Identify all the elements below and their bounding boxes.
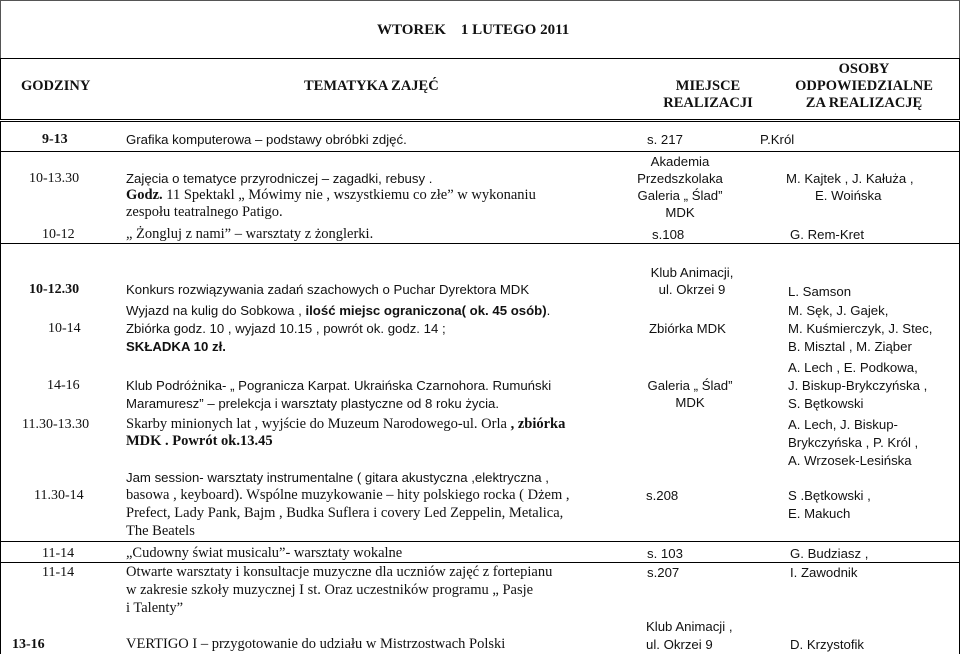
header-tematyka: TEMATYKA ZAJĘĆ <box>304 78 439 94</box>
page-title: WTOREK 1 LUTEGO 2011 <box>377 22 570 38</box>
row10-time: 11-14 <box>42 565 75 580</box>
row5-person-3: B. Misztal , M. Ziąber <box>788 339 912 354</box>
row5-topic-1-pre: Wyjazd na kulig do Sobkowa , <box>126 303 306 318</box>
row5-topic-1 <box>126 302 550 319</box>
row5-person-2: M. Kuśmierczyk, J. Stec, <box>788 321 933 336</box>
row6-place-2: MDK <box>675 395 705 410</box>
row2-time: 10-13.30 <box>29 171 80 186</box>
row2-person-2: E. Woińska <box>815 188 882 203</box>
header-miejsce-2: REALIZACJI <box>663 95 753 111</box>
row10-place: s.207 <box>647 565 680 580</box>
row2-place-2: Przedszkolaka <box>637 171 723 186</box>
row5-person-1: M. Sęk, J. Gajek, <box>788 303 889 318</box>
row3-place: s.108 <box>652 227 685 242</box>
row6-time: 14-16 <box>47 378 80 393</box>
header-godziny: GODZINY <box>21 78 91 94</box>
row2-person-1: M. Kajtek , J. Kałuża , <box>786 171 914 186</box>
row7-person-3: A. Wrzosek-Lesińska <box>788 453 912 468</box>
row11-time: 13-16 <box>12 637 45 652</box>
row3-person: G. Rem-Kret <box>790 227 865 242</box>
row6-topic-2: Maramuresz” – prelekcja i warsztaty plastyczne od 8 roku życia. <box>126 396 500 411</box>
row11-place-2: ul. Okrzei 9 <box>646 637 713 652</box>
row10-topic-1: Otwarte warsztaty i konsultacje muzyczne dla uczniów zajęć z fortepianu <box>126 564 553 580</box>
row6-person-1: A. Lech , E. Podkowa, <box>788 360 918 375</box>
row4-topic: Konkurs rozwiązywania zadań szachowych o Puchar Dyrektora MDK <box>126 282 530 297</box>
row5-topic-2: Zbiórka godz. 10 , wyjazd 10.15 , powrót ok. godz. 14 ; <box>126 321 446 336</box>
row7-topic-1-bold: , zbiórka <box>510 416 566 432</box>
row3-time: 10-12 <box>42 227 75 242</box>
row2-topic-2 <box>126 187 536 204</box>
row8-line <box>0 541 960 542</box>
header-osoby-2: ODPOWIEDZIALNE <box>795 78 933 94</box>
row7-topic-1-pre: Skarby minionych lat , wyjście do Muzeum Narodowego-ul. Orla <box>126 416 511 432</box>
row11-place-1: Klub Animacji , <box>646 619 733 634</box>
row9-time: 11-14 <box>42 546 75 561</box>
header-osoby-3: ZA REALIZACJĘ <box>805 95 923 111</box>
row2-place-3: Galeria „ Ślad” <box>637 188 723 203</box>
row10-person: I. Zawodnik <box>790 565 858 580</box>
row8-person-1: S .Bętkowski , <box>788 488 871 503</box>
row9-line <box>0 562 960 563</box>
row4-place-1: Klub Animacji, <box>650 265 734 280</box>
row2-topic-2-rest: 11 Spektakl „ Mówimy nie , wszystkiemu co złe” w wykonaniu <box>162 187 536 203</box>
row4-time: 10-12.30 <box>29 282 80 297</box>
row2-topic-3: zespołu teatralnego Patigo. <box>126 204 283 220</box>
row6-topic-1: Klub Podróżnika- „ Pogranicza Karpat. Ukraińska Czarnohora. Rumuński <box>126 378 552 393</box>
row1-place: s. 217 <box>647 132 683 147</box>
header-miejsce-1: MIEJSCE <box>675 78 741 94</box>
row7-time: 11.30-13.30 <box>22 417 90 432</box>
row5-topic-3: SKŁADKA 10 zł. <box>126 339 226 354</box>
row11-topic: VERTIGO I – przygotowanie do udziału w Mistrzostwach Polski <box>126 636 506 652</box>
row5-time: 10-14 <box>48 321 81 336</box>
row5-place: Zbiórka MDK <box>649 321 726 336</box>
row1-person: P.Król <box>760 132 795 147</box>
row8-person-2: E. Makuch <box>788 506 851 521</box>
header-osoby-1: OSOBY <box>838 61 890 77</box>
row8-topic-2: basowa , keyboard). Wspólne muzykowanie – hity polskiego rocka ( Dżem , <box>126 487 570 503</box>
row2-topic-2-bold: Godz. <box>126 187 163 203</box>
row6-person-3: S. Bętkowski <box>788 396 864 411</box>
row11-person: D. Krzystofik <box>790 637 865 652</box>
header-divider <box>0 121 960 122</box>
row2-topic-1: Zajęcia o tematyce przyrodniczej – zagadki, rebusy . <box>126 171 433 186</box>
row9-place: s. 103 <box>647 546 683 561</box>
row8-topic-3: Prefect, Lady Pank, Bajm , Budka Suflera i covery Led Zeppelin, Metalica, <box>126 505 564 521</box>
row2-place-1: Akademia <box>650 154 710 169</box>
row1-topic: Grafika komputerowa – podstawy obróbki zdjęć. <box>126 132 407 147</box>
row10-topic-2: w zakresie szkoły muzycznej I st. Oraz uczestników programu „ Pasje <box>126 582 534 598</box>
row9-person: G. Budziasz , <box>790 546 869 561</box>
row8-topic-4: The Beatels <box>126 523 195 539</box>
row10-topic-3: i Talenty” <box>126 600 184 616</box>
row3-topic: „ Żongluj z nami” – warsztaty z żonglerki. <box>126 226 374 242</box>
row1-line <box>0 151 960 152</box>
row9-topic: „Cudowny świat musicalu”- warsztaty wokalne <box>126 545 403 561</box>
row5-topic-1-bold: ilość miejsc ograniczona( ok. 45 osób) <box>305 303 547 318</box>
row4-place-2: ul. Okrzei 9 <box>658 282 726 297</box>
row6-place-1: Galeria „ Ślad” <box>647 378 733 393</box>
row7-topic-2: MDK . Powrót ok.13.45 <box>126 433 273 449</box>
table-left-border <box>0 121 1 654</box>
row7-person-1: A. Lech, J. Biskup- <box>788 417 898 432</box>
row3-line <box>0 243 960 244</box>
row7-person-2: Brykczyńska , P. Król , <box>788 435 919 450</box>
row8-topic-1: Jam session- warsztaty instrumentalne ( gitara akustyczna ,elektryczna , <box>126 470 549 485</box>
row6-person-2: J. Biskup-Brykczyńska , <box>788 378 928 393</box>
row1-time: 9-13 <box>42 132 68 147</box>
row7-topic-1 <box>126 416 565 433</box>
row2-place-4: MDK <box>665 205 695 220</box>
row8-place: s.208 <box>646 488 679 503</box>
row8-time: 11.30-14 <box>34 488 84 503</box>
row4-person: L. Samson <box>788 284 852 299</box>
row5-topic-1-post: . <box>546 303 551 318</box>
